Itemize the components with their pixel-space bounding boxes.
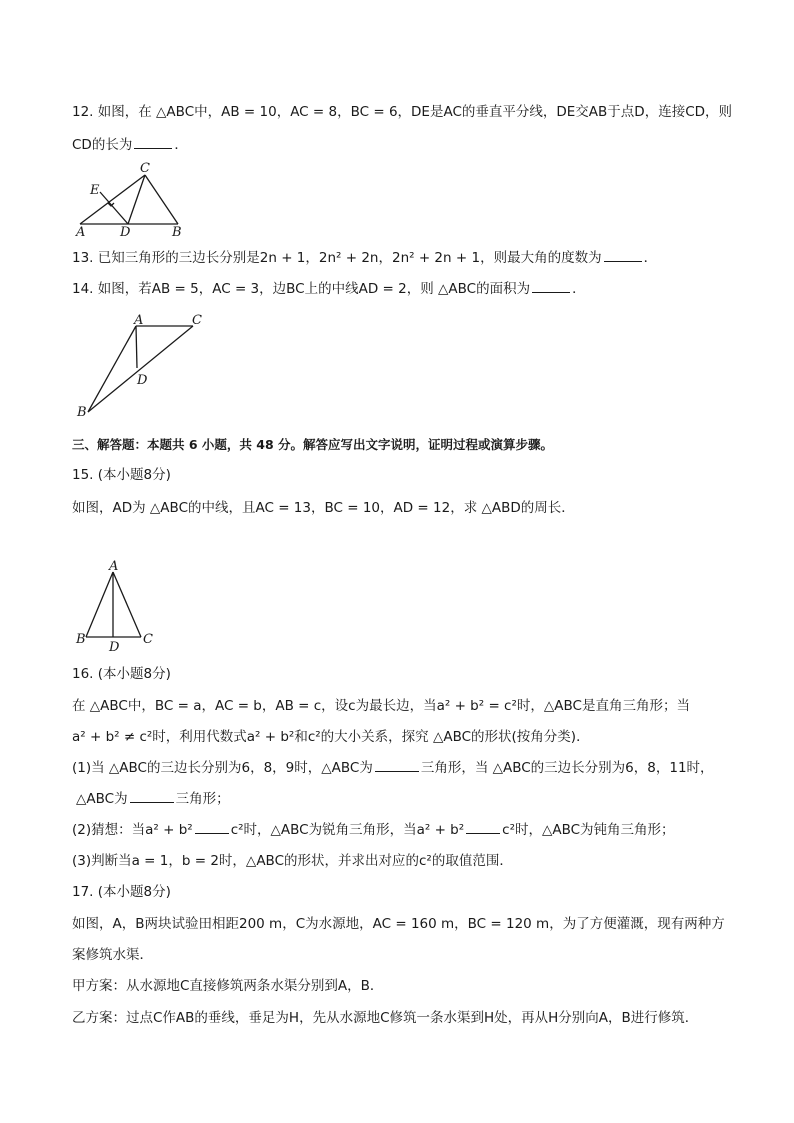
fig12-label-a: A	[76, 225, 86, 240]
q16-line4	[76, 790, 230, 808]
q13-answer-blank	[604, 249, 642, 262]
q12-line2-end: ．	[174, 137, 188, 153]
fig14-label-b: B	[77, 405, 87, 420]
q16-blank-3	[195, 821, 229, 834]
q12-line2-text: CD的长为	[72, 137, 133, 153]
q17-line4: 乙方案：过点C作AB的垂线，垂足为H，先从水源地C修筑一条水渠到H处，再从H分别向A，B进行修筑．	[72, 1010, 699, 1026]
fig14-median-ad	[136, 326, 137, 368]
fig12-side-bc	[145, 175, 178, 224]
q14-text: 14. 如图，若AB = 5，AC = 3，边BC上的中线AD = 2，则 △ABC的面积为	[72, 281, 531, 297]
fig12-label-c: C	[140, 161, 150, 176]
fig14-label-a: A	[134, 313, 144, 328]
q16-part2-text: (2)猜想：当a² + b²	[72, 822, 193, 838]
q16-part1-text: (1)当 △ABC的三边长分别为6，8，9时，△ABC为	[72, 760, 373, 776]
fig15-label-a: A	[109, 559, 119, 574]
fig14-label-c: C	[192, 313, 202, 328]
q17-heading: 17. (本小题8分)	[72, 884, 171, 900]
fig15-side-ac	[113, 572, 141, 637]
q16-heading: 16. (本小题8分)	[72, 666, 171, 682]
q16-line1: 在 △ABC中，BC = a，AC = b，AB = c，设c为最长边，当a² + b² = c²时，△ABC是直角三角形；当	[72, 698, 690, 714]
q16-line6: (3)判断当a = 1，b = 2时，△ABC的形状，并求出对应的c²的取值范围．	[72, 853, 513, 869]
fig14-label-d: D	[137, 373, 148, 388]
fig12-segment-cd	[128, 175, 145, 224]
section-3-heading: 三、解答题：本题共 6 小题，共 48 分。解答应写出文字说明，证明过程或演算步骤。	[72, 437, 554, 452]
q14-answer-blank	[532, 280, 570, 293]
q16-part1-text-c: △ABC为	[76, 791, 128, 807]
fig14-side-bc	[88, 326, 193, 412]
fig15-side-ab	[86, 572, 113, 637]
q14-line	[72, 280, 586, 298]
q12-line1: 12. 如图，在 △ABC中，AB = 10，AC = 8，BC = 6，DE是AC的垂直平分线，DE交AB于点D，连接CD，则	[72, 104, 733, 120]
q13-line	[72, 249, 657, 267]
q15-body: 如图，AD为 △ABC的中线，且AC = 13，BC = 10，AD = 12，求 △ABD的周长．	[72, 500, 575, 516]
q15-heading: 15. (本小题8分)	[72, 467, 171, 483]
q16-blank-1	[375, 759, 419, 772]
fig12-segment-de	[100, 192, 128, 224]
q16-part1-text-d: 三角形；	[175, 791, 230, 807]
q16-part1-text-b: 三角形，当 △ABC的三边长分别为6，8，11时，	[420, 760, 714, 776]
q16-line5	[72, 821, 675, 839]
q16-part2-text-c: c²时，△ABC为钝角三角形；	[502, 822, 675, 838]
q17-line2: 案修筑水渠．	[72, 947, 153, 963]
fig15-label-d: D	[109, 640, 120, 655]
q13-end: ．	[643, 250, 658, 266]
q16-line2: a² + b² ≠ c²时，利用代数式a² + b²和c²的大小关系，探究 △ABC的形状(按角分类)．	[72, 729, 590, 745]
q14-end: ．	[572, 281, 586, 297]
q16-line3	[72, 759, 714, 777]
fig15-label-b: B	[76, 632, 86, 647]
fig15-label-c: C	[143, 632, 153, 647]
q16-blank-4	[466, 821, 500, 834]
fig12-label-d: D	[120, 225, 131, 240]
q13-text: 13. 已知三角形的三边长分别是2n + 1，2n² + 2n，2n² + 2n + 1，则最大角的度数为	[72, 250, 602, 266]
q17-line3: 甲方案：从水源地C直接修筑两条水渠分别到A，B．	[72, 978, 384, 994]
q16-part2-text-b: c²时，△ABC为锐角三角形，当a² + b²	[230, 822, 465, 838]
q17-line1: 如图，A，B两块试验田相距200 m，C为水源地，AC = 160 m，BC = 120 m，为了方便灌溉，现有两种方	[72, 916, 725, 932]
fig14-side-ab	[88, 326, 136, 412]
fig12-label-e: E	[90, 183, 100, 198]
q16-blank-2	[130, 790, 174, 803]
fig12-label-b: B	[172, 225, 182, 240]
